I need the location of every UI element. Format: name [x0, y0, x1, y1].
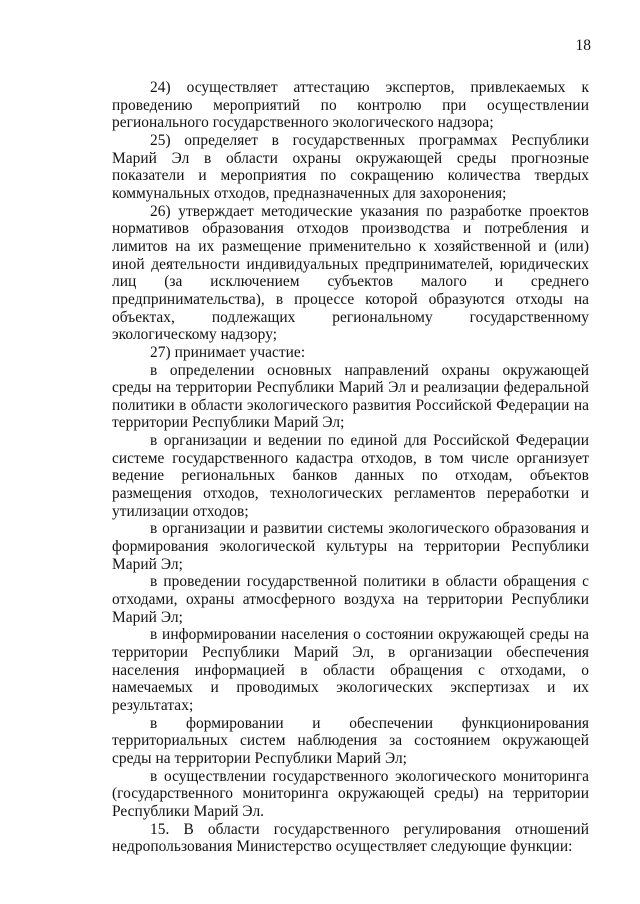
paragraph-item-26: 26) утверждает методические указания по разработке проектов нормативов образования отходов производства и потребления и лимитов на их размещение применительно к хозяйственной и (или) иной деятельности индивидуальных предпринимателей, юридических лиц (за исключением субъектов малого и среднего предпринимательства), в процессе которой образуются отходы на объектах, подлежащих региональному государственному экологическому надзору; [112, 202, 589, 344]
paragraph-item-25: 25) определяет в государственных программах Республики Марий Эл в области охраны окружающей среды прогнозные показатели и мероприятия по сокращению количества твердых коммунальных отходов, предназначенных для захоронения; [112, 131, 589, 202]
document-body [112, 79, 589, 856]
paragraph-sub-informing: в информировании населения о состоянии окружающей среды на территории Республики Марий Эл, в организации обеспечения населения информацией в области обращения с отходами, о намечаемых и проводимых экологических экспертизах и их результатах; [112, 626, 589, 714]
page-number: 18 [575, 37, 591, 54]
paragraph-sub-waste-policy: в проведении государственной политики в области обращения с отходами, охраны атмосферного воздуха на территории Республики Марий Эл; [112, 573, 589, 626]
paragraph-sub-cadastre: в организации и ведении по единой для Российской Федерации системе государственного кадастра отходов, в том числе организует ведение региональных банков данных по отходам, объектов размещения отходов, технологических регламентов переработки и утилизации отходов; [112, 432, 589, 520]
paragraph-sub-education: в организации и развитии системы экологического образования и формирования экологической культуры на территории Республики Марий Эл; [112, 520, 589, 573]
paragraph-sub-monitoring: в осуществлении государственного экологического мониторинга (государственного мониторинга окружающей среды) на территории Республики Марий Эл. [112, 767, 589, 820]
paragraph-item-24: 24) осуществляет аттестацию экспертов, привлекаемых к проведению мероприятий по контролю при осуществлении регионального государственного экологического надзора; [112, 79, 589, 132]
paragraph-item-27: 27) принимает участие: [150, 343, 306, 361]
paragraph-section-15: 15. В области государственного регулирования отношений недропользования Министерство осуществляет следующие функции: [112, 820, 589, 856]
paragraph-sub-observation: в формировании и обеспечении функционирования территориальных систем наблюдения за состоянием окружающей среды на территории Республики Марий Эл; [112, 714, 589, 767]
paragraph-sub-directions: в определении основных направлений охраны окружающей среды на территории Республики Марий Эл и реализации федеральной политики в области экологического развития Российской Федерации на территории Республики Марий Эл; [112, 361, 589, 432]
